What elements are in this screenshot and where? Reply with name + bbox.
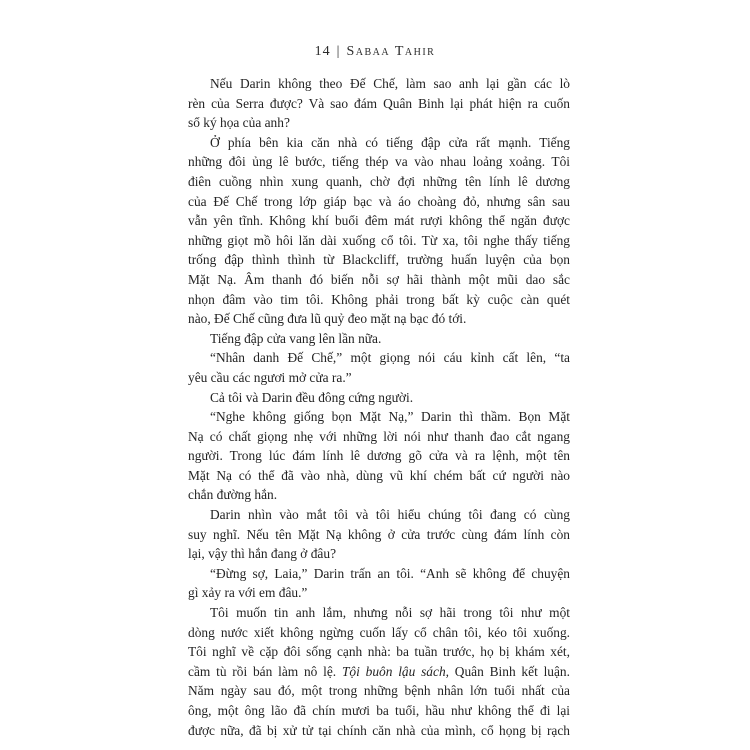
text-line <box>188 525 570 545</box>
text-line <box>188 250 570 270</box>
text-line <box>188 211 570 231</box>
line-text: Năm ngày sau đó, một trong những bệnh nhân lớn tuổi nhất của <box>188 683 570 699</box>
text-line <box>188 192 570 212</box>
line-text: những đôi ủng lê bước, tiếng thép va vào nhau loảng xoảng. Tôi <box>188 154 570 170</box>
text-line <box>188 681 570 701</box>
line-text: Tôi muốn tin anh lắm, nhưng nỗi sợ hãi trong tôi như một <box>210 605 570 621</box>
text-line <box>188 642 570 662</box>
line-text: nào, Đế Chế cũng đưa lũ quỷ đeo mặt nạ bạc đó tới. <box>188 311 467 327</box>
line-text: sổ ký họa của anh? <box>188 115 290 131</box>
line-text: dòng nước xiết không ngừng cuốn lấy cổ chân tôi, kéo tôi xuống. <box>188 624 570 640</box>
line-text: Mặt Nạ có thể đã vào nhà, dùng vũ khí chém bất cứ người nào <box>188 467 570 483</box>
text-line <box>188 701 570 721</box>
text-line <box>188 152 570 172</box>
line-text: người. Trong lúc đám lính lê dương gõ cửa và ra lệnh, một tên <box>188 448 570 464</box>
line-text: Tôi nghĩ về cặp đôi sống cạnh nhà: ba tuần trước, họ bị khám xét, <box>188 644 570 660</box>
line-text: Nếu Darin không theo Đế Chế, làm sao anh lại gần các lò <box>210 76 570 91</box>
text-line <box>188 172 570 192</box>
line-text: “Đừng sợ, Laia,” Darin trấn an tôi. “Anh sẽ không để chuyện <box>210 565 570 581</box>
text-line <box>188 466 570 486</box>
text-line <box>188 368 570 388</box>
line-text: lại, vậy thì hắn đang ở đâu? <box>188 546 337 562</box>
text-line <box>188 407 570 427</box>
line-text: “Nhân danh Đế Chế,” một giọng nói cáu kỉnh cất lên, “ta <box>210 350 570 366</box>
line-text: những giọt mồ hôi lăn dài xuống cổ tôi. Từ xa, tôi nghe thấy tiếng <box>188 232 570 248</box>
line-text: “Nghe không giống bọn Mặt Nạ,” Darin thì thầm. Bọn Mặt <box>210 409 570 425</box>
line-text: chắn đường hắn. <box>188 487 278 503</box>
text-line <box>188 583 570 603</box>
line-text: Cả tôi và Darin đều đông cứng người. <box>210 389 414 405</box>
text-line <box>188 603 570 623</box>
line-text: yêu cầu các ngươi mở cửa ra.” <box>188 369 352 385</box>
line-text: ông, một ông lão đã chín mươi ba tuổi, hầu như không thể đi lại <box>188 703 570 718</box>
running-head <box>0 44 750 60</box>
line-text: gì xảy ra với em đâu.” <box>188 585 308 601</box>
text-line <box>188 623 570 643</box>
line-text: Mặt Nạ. Âm thanh đó biến nỗi sợ hãi thành một mũi dao sắc <box>188 271 570 287</box>
line-text: rèn của Serra được? Và sao đám Quân Binh lại phát hiện ra cuốn <box>188 95 570 111</box>
text-line <box>188 427 570 447</box>
header-separator: | <box>336 44 341 59</box>
text-line <box>188 505 570 525</box>
text-line <box>188 74 570 94</box>
text-line <box>188 348 570 368</box>
line-text: điên cuồng nhìn xung quanh, chờ đợi những tên lính lê dương <box>188 173 570 189</box>
text-line <box>188 113 570 133</box>
line-text: Tiếng đập cửa vang lên lần nữa. <box>210 330 382 346</box>
text-line <box>188 564 570 584</box>
text-line <box>188 270 570 290</box>
text-line <box>188 309 570 329</box>
line-text: của Đế Chế trong lớp giáp bạc và áo choàng đỏ, nhưng sân sau <box>188 193 570 209</box>
body-text <box>188 74 570 740</box>
line-text-after: Quân Binh kết luận. <box>454 663 570 679</box>
text-line <box>188 446 570 466</box>
text-line <box>188 133 570 153</box>
text-line <box>188 329 570 349</box>
line-text: suy nghĩ. Nếu tên Mặt Nạ không ở cửa trước cùng đám lính còn <box>188 526 570 542</box>
italic-phrase: Tội buôn lậu sách, <box>341 663 449 679</box>
text-line <box>188 485 570 505</box>
page-number: 14 <box>314 44 331 59</box>
line-text: trống đập thình thình từ Blackcliff, trường huấn luyện của bọn <box>188 252 570 268</box>
author-name: Sabaa Tahir <box>346 44 436 59</box>
line-text: được nữa, đã bị xử tử tại chính căn nhà của mình, cổ họng bị rạch <box>188 722 570 738</box>
line-text: vẫn yên tĩnh. Không khí buổi đêm mát rượi không thể ngăn được <box>188 213 570 229</box>
text-line <box>188 388 570 408</box>
text-line <box>188 662 570 682</box>
text-line <box>188 231 570 251</box>
text-line <box>188 290 570 310</box>
text-line <box>188 721 570 741</box>
line-text: cầm tù rồi bán làm nô lệ. <box>188 663 337 679</box>
line-text: Nạ có chất giọng nhẹ với những lời nói như thanh đao cắt ngang <box>188 428 570 444</box>
text-line <box>188 544 570 564</box>
line-text: Ở phía bên kia căn nhà có tiếng đập cửa rất mạnh. Tiếng <box>210 134 570 150</box>
line-text: nhọn đâm vào tim tôi. Không phải trong bất kỳ cuộc càn quét <box>188 291 570 307</box>
line-text: Darin nhìn vào mắt tôi và tôi hiểu chúng tôi đang có cùng <box>210 507 570 523</box>
text-line <box>188 94 570 114</box>
